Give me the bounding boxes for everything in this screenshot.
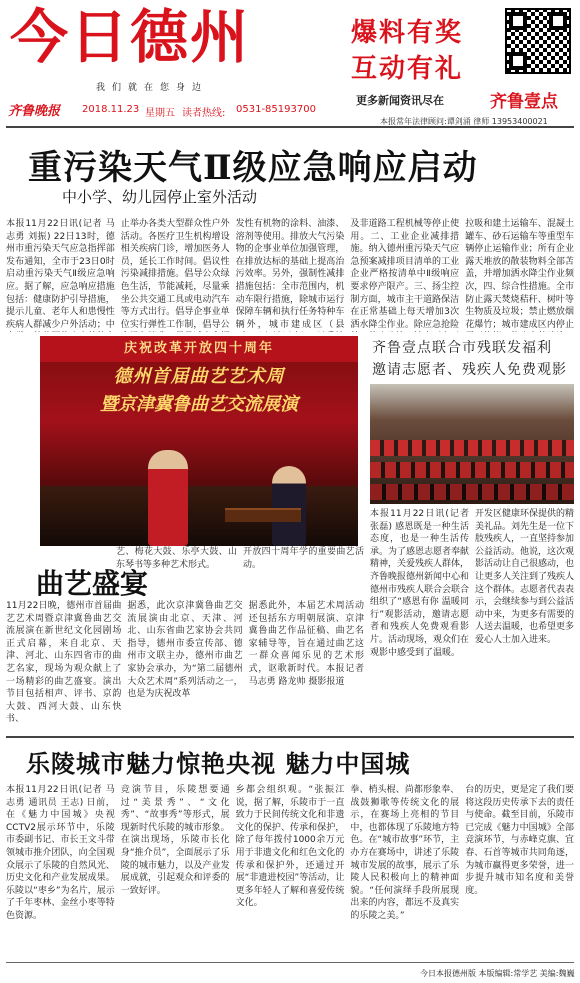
bottom-article-body: [6, 784, 574, 960]
divider: [6, 126, 574, 128]
stage-photo: [40, 336, 358, 546]
lead-subheadline: 中小学、幼儿园停止室外活动: [62, 188, 258, 206]
bottom-headline: 乐陵城市魅力惊艳央视 魅力中国城: [26, 749, 411, 778]
article-column: 本报11月22日讯(记者 马志勇 通讯员 王志) 日前，在《魅力中国城》央视CCTV2展示环节中，乐陵市委副书记、市长王文斗带领城市推介团队，向全国观众展示了乐陵的自然风光、历史文化和产业发展成果。乐陵以“枣乡”为名片，展示了千年枣林、金丝小枣等特色资源。: [6, 785, 115, 921]
lead-article-body: [6, 218, 574, 332]
ad-banner[interactable]: [345, 4, 575, 86]
performer-figure: [272, 466, 306, 546]
article-column: 据悉此外，本届艺术周活动还包括东方明朝展演、京津冀鲁曲艺作品征稿、曲艺名家辅导等，旨在通过曲艺这一群众喜闻乐见的艺术形式，讴歌新时代。本报记者 马志勇 路龙帅 摄影报道: [248, 601, 364, 687]
article-column: 开发区健康环保提供的精美礼品。刘先生是一位下肢残疾人，一直坚持参加公益活动。他说，这次观影活动让自己很感动，也让更多人关注到了残疾人这个群体。志愿者代表表示，会继续参与到公益活动中来，为更多有需要的人送去温暖，也希望更多爱心人士加入进来。: [475, 509, 574, 645]
article-column: 11月22日晚，德州市首届曲艺艺术周暨京津冀鲁曲艺交流展演在新世纪文化园剧场正式启幕，来自北京、天津、河北、山东四省市的曲艺名家，现场为观众献上了一场精彩的曲艺盛宴。演出节目包括相声、评书、京韵大鼓、西河大鼓、山东快书、: [6, 601, 122, 725]
feature-top-text: [116, 546, 364, 598]
article-column: 艺、梅花大鼓、乐亭大鼓、山东琴书等多种艺术形式。: [116, 547, 237, 570]
article-column: 及非道路工程机械等停止使用。二、工业企业减排措施。纳入德州重污染天气应急预案减排项目清单的工业企业严格按清单中Ⅱ级响应要求停产限产。三、扬尘控制方面，城市主干道路保洁在正常基础上每天增加3次洒水降尘作业。除应急抢险: [350, 219, 460, 330]
ad-brand-logo: 齐鲁壹点: [490, 92, 558, 112]
photo-banner-top: 庆祝改革开放四十周年: [40, 336, 358, 362]
cinema-photo: [370, 384, 574, 504]
page-info: 今日本报德州版 本版编辑:常学艺 美编:魏巍: [420, 969, 575, 978]
ad-line-2: 互动有礼: [351, 54, 464, 84]
qr-corner: [549, 12, 567, 30]
article-column: 拳、梢头棍、尚都形象奉、战鼓狮歌等传统文化的展示，在赛场上亮相的节目中，也都体现了乐陵地方特色。在“城市故事”环节，主办方在赛场中，讲述了乐陵城市发展的故事，展示了乐陵人民积极向上的精神面貌。“任何演绎手段所展现出来的内容，都远不及真实的乐陵之美。”: [350, 785, 460, 921]
issue-weekday: 星期五: [145, 108, 175, 119]
photo-banner-line-1: 德州首届曲艺艺术周: [113, 366, 285, 387]
qr-corner: [509, 12, 527, 30]
qr-corner: [509, 52, 527, 70]
article-column: 竞演节目，乐陵想要通过“美景秀”、“文化秀”、“故事秀”等形式，展现新时代乐陵的城市形象。在演出现场，乐陵市长化身“推介员”，全面展示了乐陵的城市魅力，以及产业发展成就，引起观众和评委的一致好评。: [120, 785, 230, 896]
side-headline-line-2: 邀请志愿者、残疾人免费观影: [372, 362, 567, 378]
legal-advisor: 本报常年法律顾问:谭剑涌 律师 13953400021: [380, 117, 548, 126]
hotline-label: 读者热线:: [182, 108, 226, 119]
article-column: 据悉，此次京津冀鲁曲艺交流展演由北京、天津、河北、山东省曲艺家协会共同指导，德州市委宣传部、德州市文联主办，德州市曲艺家协会承办，为“第二届德州大众艺术周”系列活动之一，也是为庆祝改革: [127, 601, 243, 700]
photo-banner-line-2: 暨京津冀鲁曲艺交流展演: [100, 394, 298, 415]
lead-headline: 重污染天气Ⅱ级应急响应启动: [28, 148, 478, 188]
page-footer: [0, 964, 580, 983]
side-article-body: [370, 508, 574, 734]
publisher-logo: 齐鲁晚报: [8, 104, 61, 119]
side-headline-line-1: 齐鲁壹点联合市残联发福利: [372, 340, 552, 356]
article-column: 台的历史，更是定了我们要将这段历史传承下去的责任与使命。截至目前，乐陵市已完成《魅力中国城》全部竞演环节，与赤峰克旗、宜春、石首等城市共同角逐，为城市赢得更多荣誉，进一步提升城市知名度和美誉度。: [465, 785, 574, 896]
ad-subtitle: 更多新闻资讯尽在: [356, 94, 444, 107]
article-column: 发性有机物的涂料、油漆、溶剂等使用。排放大气污染物的企事业单位加强管理，在排放达标的基础上提高治污效率。另外，强制性减排措施包括：全市范围内，机动车限行措施，除城市运行保障车辆和执行任务特种车辆外，城市建成区（县: [235, 219, 345, 330]
feature-headline: 曲艺盛宴: [36, 567, 149, 600]
seat-row: [370, 440, 574, 456]
newspaper-title: 今日德州: [10, 3, 251, 71]
stage-floor: [40, 486, 358, 546]
divider: [6, 962, 574, 963]
divider: [6, 736, 574, 738]
seat-row: [370, 462, 574, 478]
article-column: 本报11月22日讯(记者 马志勇 刘振) 22日13时，德州市重污染天气应急指挥部发布通知，全市于23日0时启动重污染天气Ⅱ级应急响应。据了解，应急响应措施包括：健康防护引导措施，提示儿童、老年人和患慢性疾病人群减少户外活动；中: [6, 219, 115, 330]
qr-code-icon[interactable]: [505, 8, 571, 74]
ad-line-1: 爆料有奖: [351, 18, 464, 48]
article-column: 止举办各类大型群众性户外活动。各医疗卫生机构增设相关疾病门诊，增加医务人员，延长工作时间。倡议性污染减排措施。倡导公众绿色生活，节能减耗，尽量乘坐公共交通工具或电动汽车等方式出行。倡导企事业单位实行弹性工作制，倡导公: [120, 219, 230, 330]
article-column: 拉吸和建土运输车、混凝土罐车、砂石运输车等重型车辆停止运输作业；所有企业露天堆放的散装物料全部苫盖，并增加洒水降尘作业频次，四、综合性措施。全市防止露天焚烧秸秆、树叶等生物质及垃圾；禁止燃放烟花爆竹；城市建成区内停止: [465, 219, 574, 330]
performer-figure: [148, 450, 188, 546]
feature-article-body: [6, 600, 364, 732]
slogan: 我们就在您身边: [96, 83, 209, 93]
masthead: [0, 0, 580, 130]
hotline-number: 0531-85193700: [236, 104, 316, 115]
side-headline: [372, 337, 577, 381]
issue-info: [0, 102, 340, 120]
article-column: 开放四十周年学的重要曲艺活动。: [243, 547, 364, 570]
article-column: 本报11月22日讯(记者 张磊) 感恩既是一种生活态度，也是一种生活传承。为了感恩志愿者奉献精神，关爱残疾人群体，齐鲁晚报德州新闻中心和德州市残疾人联合会联合组织了“感恩有你 温暖同行”观影活动，邀请志愿者和残疾人免费观看影片。活动现场，观众们在观影中感受到了温暖。: [370, 509, 469, 658]
issue-date: 2018.11.23: [82, 104, 140, 115]
seat-row: [370, 484, 574, 500]
article-column: 乡都会组织观。“张振江说，据了解，乐陵市于一直致力于民间传统文化和非遗文化的保护、传承和保护，除了每年拨付1000余万元用于非遗文化和红色文化的传承和保护外，还通过开展“非遗进校园”等活动，让更多年轻人了解和喜爱传统文化。: [235, 785, 345, 909]
performance-desk: [225, 508, 301, 522]
